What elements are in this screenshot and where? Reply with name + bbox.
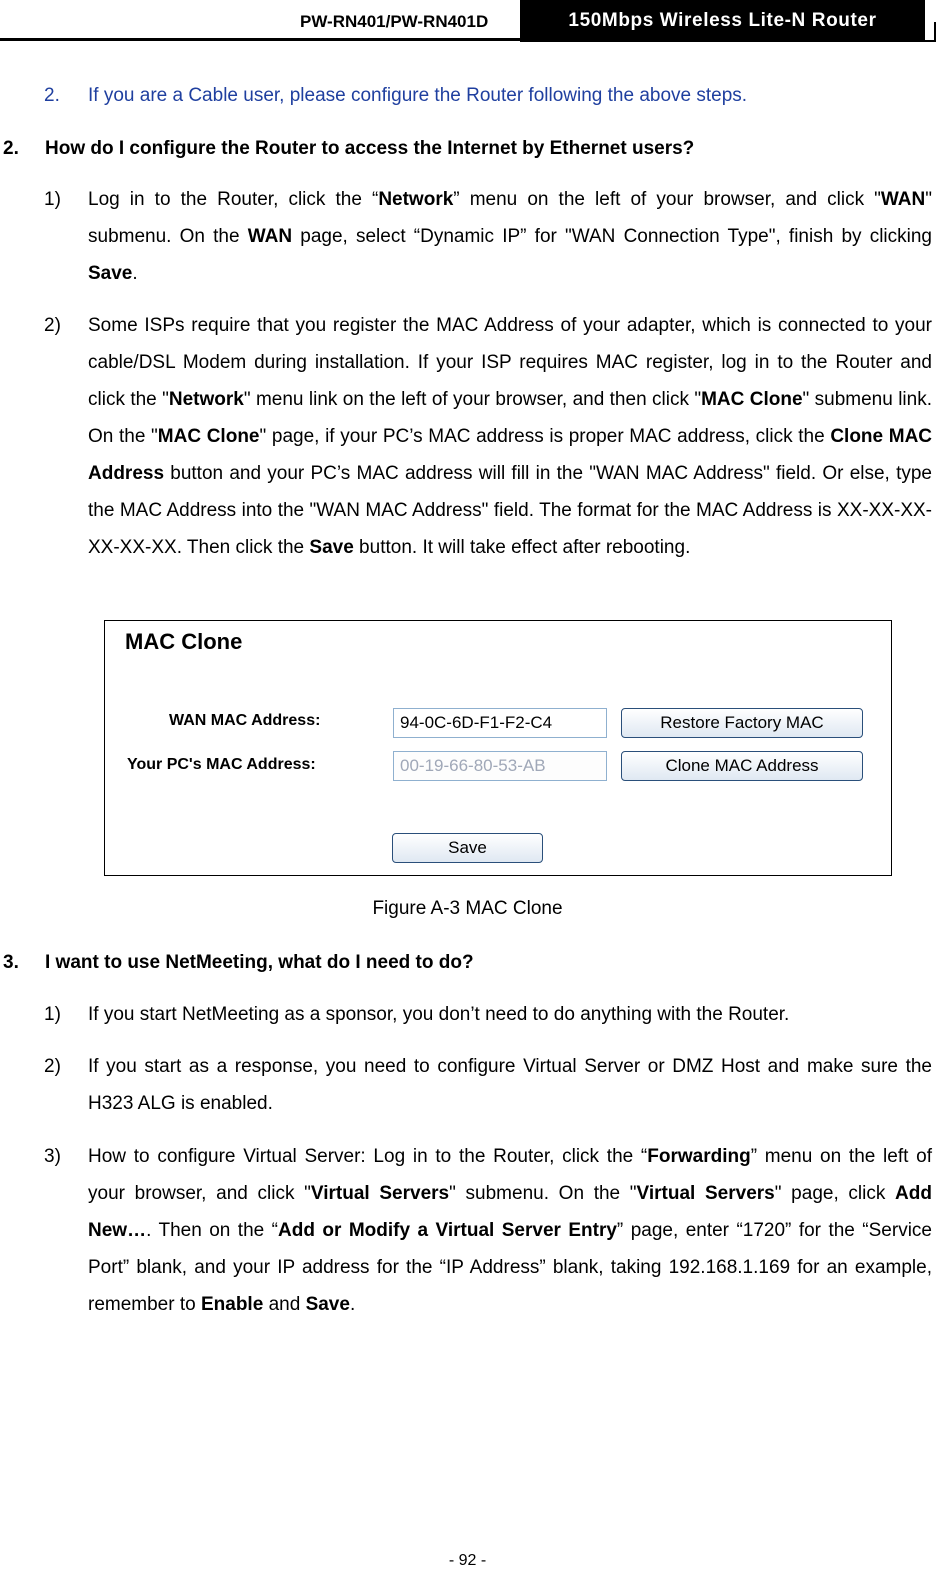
q3-step3-text: How to configure Virtual Server: Log in to the Router, click the “Forwarding” menu on the left of your browser, and click "Virtual Servers" submenu. On the "Virtual Servers" page, click Add New…. Then on the “Add or Modify a Virtual Server Entry” page, enter “1720” for the “Service Port” blank, and your IP address for the “IP Address” blank, taking 192.168.1.169 for an example, remember to Enable and Save. <box>88 1146 932 1315</box>
figure-caption: Figure A-3 MAC Clone <box>372 898 563 919</box>
pc-mac-label: Your PC's MAC Address: <box>127 756 316 773</box>
q2-step2-number: 2) <box>44 315 61 336</box>
header-product: 150Mbps Wireless Lite-N Router <box>520 0 925 42</box>
q2-title: How do I configure the Router to access the Internet by Ethernet users? <box>45 138 695 159</box>
q2-step2-text: Some ISPs require that you register the MAC Address of your adapter, which is connected to your cable/DSL Modem during installation. If your ISP requires MAC register, log in to the Router and click the "Network" menu link on the left of your browser, and then click "MAC Clone" submenu link. On the "MAC Clone" page, if your PC’s MAC address is proper MAC address, click the Clone MAC Address button and your PC’s MAC address will fill in the "WAN MAC Address" field. Or else, type the MAC Address into the "WAN MAC Address" field. The format for the MAC Address is XX-XX-XX-XX-XX-XX. Then click the Save button. It will take effect after rebooting. <box>88 315 933 558</box>
header-rule <box>0 38 522 41</box>
mac-clone-title: MAC Clone <box>125 629 243 654</box>
header-corner-mark <box>924 22 936 42</box>
page-number: - 92 - <box>448 1552 487 1569</box>
intro-step-number: 2. <box>44 85 60 106</box>
q3-title: I want to use NetMeeting, what do I need to do? <box>45 952 474 973</box>
clone-mac-address-button[interactable]: Clone MAC Address <box>621 751 863 781</box>
page-header <box>0 0 935 38</box>
restore-factory-mac-button[interactable]: Restore Factory MAC <box>621 708 863 738</box>
intro-step-text: If you are a Cable user, please configure the Router following the above steps. <box>88 85 748 106</box>
pc-mac-input <box>393 751 607 781</box>
q3-step1-number: 1) <box>44 1004 61 1025</box>
q2-step1-number: 1) <box>44 189 61 210</box>
wan-mac-input[interactable] <box>393 708 607 738</box>
q3-step2-text: If you start as a response, you need to configure Virtual Server or DMZ Host and make sure the H323 ALG is enabled. <box>88 1056 932 1114</box>
q2-step1-text: Log in to the Router, click the “Network” menu on the left of your browser, and click "WAN" submenu. On the WAN page, select “Dynamic IP” for "WAN Connection Type", finish by clicking Save. <box>88 189 932 284</box>
q2-number: 2. <box>3 138 19 159</box>
wan-mac-label: WAN MAC Address: <box>169 712 321 729</box>
header-model: PW-RN401/PW-RN401D <box>300 12 489 31</box>
q3-step3-number: 3) <box>44 1146 61 1167</box>
q3-step1-text: If you start NetMeeting as a sponsor, you don’t need to do anything with the Router. <box>88 1004 790 1025</box>
mac-clone-figure <box>104 620 892 876</box>
q3-number: 3. <box>3 952 19 973</box>
save-button[interactable]: Save <box>392 833 543 863</box>
q3-step2-number: 2) <box>44 1056 61 1077</box>
